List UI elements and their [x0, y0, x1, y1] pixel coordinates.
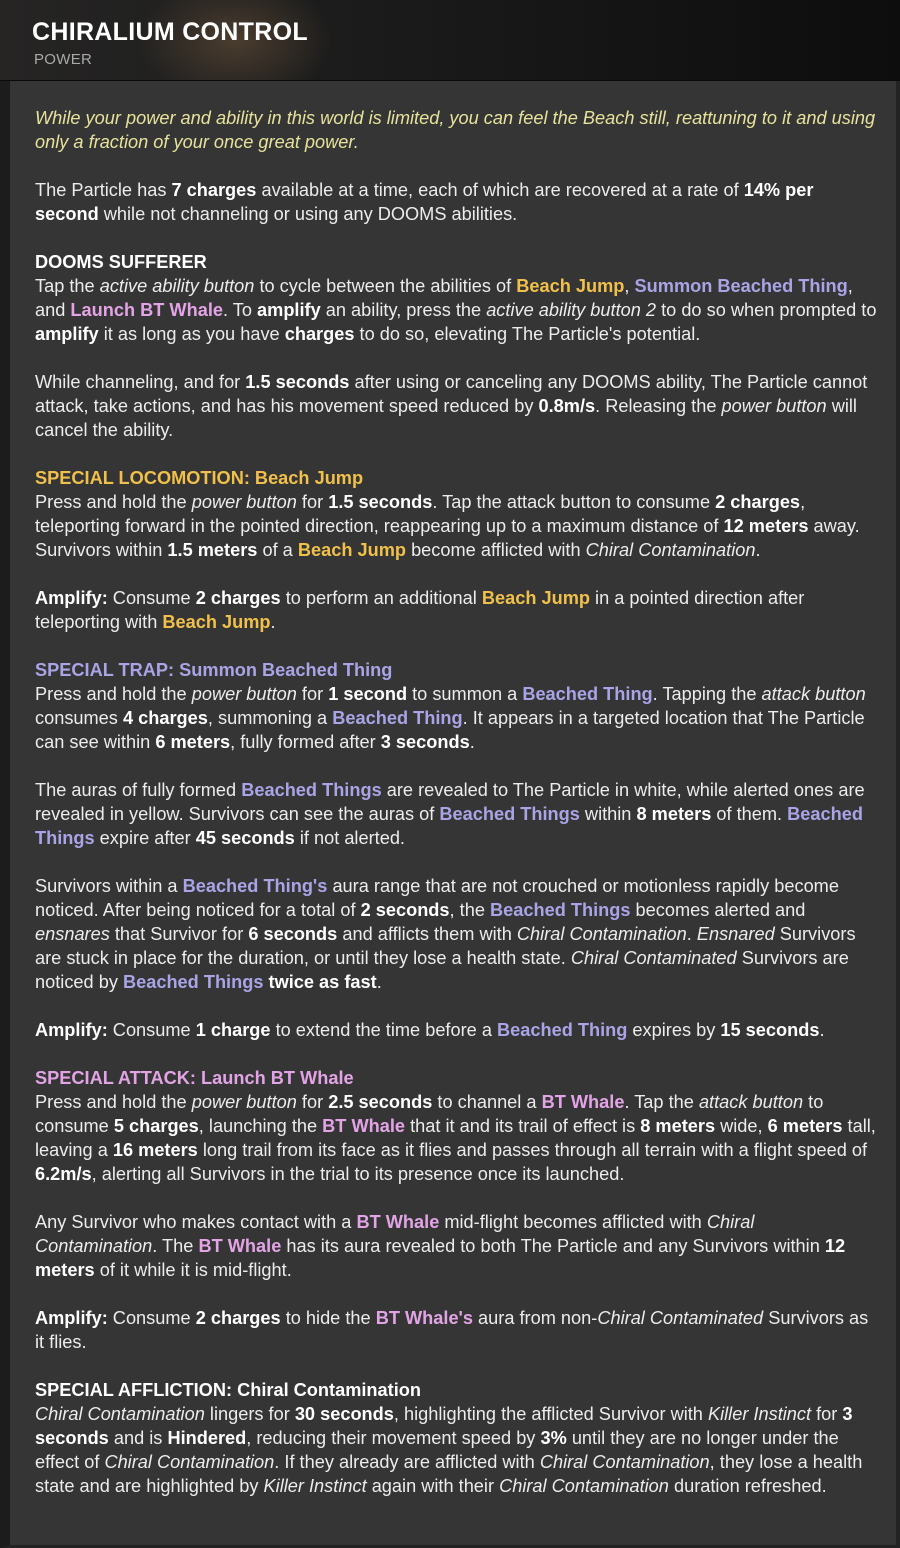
section-paragraph — [35, 1378, 880, 1498]
italic-term: attack button — [698, 1092, 804, 1112]
bold-term: 6.2m/s — [35, 1164, 92, 1184]
text-run: that Survivor for — [109, 924, 249, 944]
bold-term: 1.5 seconds — [245, 372, 350, 392]
text-run: Press and hold the — [35, 1092, 192, 1112]
text-run: long trail from its face as it flies and passes through all terrain with a flight speed of — [197, 1140, 868, 1160]
text-run: lingers for — [204, 1404, 295, 1424]
text-run: become afflicted with — [406, 540, 586, 560]
text-run: has its aura revealed to both The Particle and any Survivors within — [281, 1236, 825, 1256]
italic-term: Chiral Contamination — [35, 1212, 755, 1256]
text-run: Press and hold the — [35, 684, 192, 704]
intro-paragraph — [35, 106, 880, 154]
text-run: within — [579, 804, 637, 824]
text-run: of them. — [711, 804, 788, 824]
text-run: that it and its trail of effect is — [405, 1116, 641, 1136]
bold-term: amplify — [35, 324, 99, 344]
ability-term: BT Whale — [356, 1212, 440, 1232]
text-run: of a — [257, 540, 298, 560]
bold-term: 8 meters — [640, 1116, 716, 1136]
bold-term: 12 meters — [35, 1236, 846, 1280]
ability-term: BT Whale — [541, 1092, 625, 1112]
ability-term: Beached Things — [122, 972, 264, 992]
text-run: . — [270, 612, 276, 632]
text-run: Survivors are noticed by — [35, 948, 849, 992]
bold-term: Hindered — [167, 1428, 247, 1448]
text-run: while not channeling or using any DOOMS abilities. — [98, 204, 518, 224]
bold-term: 1 second — [328, 684, 408, 704]
text-run: to summon a — [407, 684, 523, 704]
ability-term: Beached Things — [241, 780, 382, 800]
ability-term: Launch BT Whale — [70, 300, 223, 320]
text-run: Survivors within a — [35, 876, 183, 896]
bold-term: 2 charges — [195, 588, 281, 608]
ability-term: Beached Things — [490, 900, 631, 920]
text-run: to do so, elevating The Particle's potential. — [354, 324, 701, 344]
text-run: and afflicts them with — [337, 924, 517, 944]
bold-term: 5 charges — [113, 1116, 199, 1136]
italic-term: Chiral Contamination — [499, 1476, 669, 1496]
italic-term: power button — [191, 684, 297, 704]
text-run: . — [819, 1020, 825, 1040]
text-run: for — [296, 1092, 329, 1112]
bold-term: 16 meters — [112, 1140, 198, 1160]
section-heading: SPECIAL ATTACK: Launch BT Whale — [35, 1068, 354, 1088]
text-run: , alerting all Survivors in the trial to its presence once its launched. — [91, 1164, 625, 1184]
ability-term: Beach Jump — [481, 588, 590, 608]
text-run: to extend the time before a — [270, 1020, 497, 1040]
text-run: consumes — [35, 708, 123, 728]
italic-term: Chiral Contamination — [35, 1404, 205, 1424]
italic-term: power button — [721, 396, 827, 416]
description-paragraph — [35, 370, 880, 442]
bold-term: 4 charges — [122, 708, 208, 728]
bold-term: 2 seconds — [360, 900, 450, 920]
text-run: , they lose a health state and are highlighted by — [35, 1452, 863, 1496]
text-run: Survivors are stuck in place for the duration, or until they lose a health state. — [35, 924, 856, 968]
bold-term: charges — [284, 324, 355, 344]
power-header — [0, 0, 900, 81]
text-run: . — [755, 540, 761, 560]
text-run: it as long as you have — [98, 324, 285, 344]
section-heading: SPECIAL LOCOMOTION: Beach Jump — [35, 468, 364, 488]
italic-term: Ensnared — [696, 924, 775, 944]
ability-term: Beach Jump — [297, 540, 407, 560]
text-run: will cancel the ability. — [35, 396, 857, 440]
italic-term: Chiral Contamination — [104, 1452, 275, 1472]
text-run: Press and hold the — [35, 492, 192, 512]
bold-term: 3% — [540, 1428, 567, 1448]
bold-term: 2 charges — [195, 1308, 281, 1328]
italic-term: Killer Instinct — [263, 1476, 367, 1496]
text-run: for — [296, 492, 329, 512]
italic-term: ensnares — [35, 924, 110, 944]
power-title: CHIRALIUM CONTROL — [32, 18, 308, 46]
text-run: . To — [222, 300, 258, 320]
description-paragraph — [35, 1210, 880, 1282]
text-run: , fully formed after — [230, 732, 381, 752]
text-run: away. Survivors within — [35, 516, 860, 560]
bold-term: 30 seconds — [294, 1404, 394, 1424]
text-run: to cycle between the abilities of — [254, 276, 517, 296]
text-run: Consume — [107, 588, 196, 608]
italic-term: active ability button — [99, 276, 255, 296]
text-run: wide, — [715, 1116, 768, 1136]
italic-term: active ability button 2 — [486, 300, 657, 320]
description-paragraph — [35, 874, 880, 994]
text-run: until they are no longer under the effect of — [35, 1428, 839, 1472]
text-run: The Particle has — [35, 180, 172, 200]
italic-term: Chiral Contamination — [585, 540, 756, 560]
italic-term: Chiral Contamination — [516, 924, 687, 944]
italic-term: Chiral Contamination — [539, 1452, 710, 1472]
ability-term: Beached Thing — [522, 684, 653, 704]
text-run: expires by — [627, 1020, 721, 1040]
text-run: Survivors as it flies. — [35, 1308, 869, 1352]
ability-term: Beached Thing — [497, 1020, 628, 1040]
italic-term: Chiral Contaminated — [570, 948, 737, 968]
bold-term: 12 meters — [723, 516, 809, 536]
bold-term: 14% per second — [35, 180, 814, 224]
text-run: . If they already are afflicted with — [274, 1452, 540, 1472]
text-run: , teleporting forward in the pointed direction, reappearing up to a maximum distance of — [35, 492, 806, 536]
ability-term: BT Whale — [198, 1236, 282, 1256]
text-run: . Releasing the — [595, 396, 722, 416]
description-paragraph — [35, 1018, 880, 1042]
ability-term: Beached Things — [35, 804, 863, 848]
bold-term: 7 charges — [171, 180, 257, 200]
bold-term: 3 seconds — [35, 1404, 853, 1448]
section-paragraph — [35, 658, 880, 754]
bold-term: 1 charge — [195, 1020, 271, 1040]
text-run: to perform an additional — [280, 588, 482, 608]
section-heading: SPECIAL TRAP: Summon Beached Thing — [35, 660, 393, 680]
text-run: , the — [449, 900, 490, 920]
text-run: available at a time, each of which are recovered at a rate of — [256, 180, 744, 200]
ability-term: BT Whale's — [375, 1308, 473, 1328]
text-run: are revealed to The Particle in white, while alerted ones are revealed in yellow. Survivors can see the auras of — [35, 780, 865, 824]
ability-term: Beached Thing's — [182, 876, 328, 896]
text-run: . Tap the — [624, 1092, 699, 1112]
bold-term: 1.5 meters — [167, 540, 258, 560]
bold-term: 0.8m/s — [538, 396, 596, 416]
text-run: . It appears in a targeted location that The Particle can see within — [35, 708, 865, 752]
ability-term: Beached Things — [439, 804, 580, 824]
bold-term: 8 meters — [636, 804, 712, 824]
text-run: to channel a — [432, 1092, 542, 1112]
text-run: for — [296, 684, 329, 704]
section-paragraph — [35, 250, 880, 346]
description-paragraph — [35, 178, 880, 226]
bold-term: Amplify: — [35, 1020, 108, 1040]
text-run: duration refreshed. — [668, 1476, 827, 1496]
bold-term: 15 seconds — [720, 1020, 820, 1040]
text-run: to consume — [35, 1092, 824, 1136]
text-run: While your power and ability in this world is limited, you can feel the Beach still, reattuning to it and using only a fraction of your once great power. — [35, 108, 876, 152]
section-heading: DOOMS SUFFERER — [35, 252, 207, 272]
italic-term: attack button — [761, 684, 866, 704]
text-run: an ability, press the — [320, 300, 487, 320]
text-run: While channeling, and for — [35, 372, 246, 392]
ability-term: Beached Thing — [332, 708, 463, 728]
bold-term: 3 seconds — [380, 732, 470, 752]
italic-term: power button — [191, 492, 297, 512]
text-run: becomes alerted and — [630, 900, 806, 920]
text-run: , summoning a — [207, 708, 333, 728]
section-paragraph — [35, 1066, 880, 1186]
text-run: , and — [35, 276, 853, 320]
text-run: if not alerted. — [294, 828, 405, 848]
bold-term: twice as fast — [268, 972, 377, 992]
text-run: , highlighting the afflicted Survivor with — [393, 1404, 708, 1424]
text-run: Consume — [107, 1020, 196, 1040]
text-run: . Tap the attack button to consume — [432, 492, 716, 512]
italic-term: Killer Instinct — [707, 1404, 812, 1424]
text-run: . Tapping the — [652, 684, 762, 704]
text-run: , launching the — [198, 1116, 323, 1136]
description-paragraph — [35, 778, 880, 850]
text-run: aura range that are not crouched or motionless rapidly become noticed. After being noticed for a total of — [35, 876, 839, 920]
text-run: after using or canceling any DOOMS ability, The Particle cannot attack, take actions, and has his movement speed reduced by — [35, 372, 868, 416]
bold-term: 2 charges — [715, 492, 801, 512]
bold-term: 1.5 seconds — [328, 492, 433, 512]
text-run: in a pointed direction after teleporting with — [35, 588, 805, 632]
bold-term: amplify — [257, 300, 321, 320]
text-run: for — [811, 1404, 843, 1424]
bold-term: 2.5 seconds — [328, 1092, 433, 1112]
text-run: to hide the — [280, 1308, 376, 1328]
ability-term: BT Whale — [322, 1116, 406, 1136]
text-run: expire after — [94, 828, 196, 848]
text-run: Tap the — [35, 276, 100, 296]
text-run: , reducing their movement speed by — [246, 1428, 541, 1448]
bold-term: 6 meters — [155, 732, 231, 752]
bold-term: 6 meters — [767, 1116, 843, 1136]
text-run: Consume — [107, 1308, 196, 1328]
description-paragraph — [35, 586, 880, 634]
section-paragraph — [35, 466, 880, 562]
italic-term: power button — [191, 1092, 297, 1112]
text-run: . — [686, 924, 697, 944]
section-heading: SPECIAL AFFLICTION: Chiral Contamination — [35, 1380, 421, 1400]
ability-term: Summon Beached Thing — [634, 276, 848, 296]
text-run: . — [376, 972, 382, 992]
text-run: and is — [108, 1428, 168, 1448]
text-run: , — [624, 276, 635, 296]
description-paragraph — [35, 1306, 880, 1354]
text-run: aura from non- — [473, 1308, 598, 1328]
bold-term: Amplify: — [35, 1308, 108, 1328]
text-run: again with their — [366, 1476, 500, 1496]
text-run: to do so when prompted to — [656, 300, 877, 320]
power-subtitle: POWER — [34, 51, 93, 68]
bold-term: Amplify: — [35, 588, 108, 608]
power-description — [35, 106, 880, 1522]
text-run: . The — [152, 1236, 199, 1256]
text-run: . — [469, 732, 475, 752]
text-run: of it while it is mid-flight. — [94, 1260, 292, 1280]
bold-term: 45 seconds — [195, 828, 295, 848]
text-run: The auras of fully formed — [35, 780, 242, 800]
text-run: mid-flight becomes afflicted with — [439, 1212, 707, 1232]
text-run: tall, leaving a — [35, 1116, 876, 1160]
text-run: Any Survivor who makes contact with a — [35, 1212, 357, 1232]
bold-term: 6 seconds — [248, 924, 338, 944]
ability-term: Beach Jump — [516, 276, 625, 296]
italic-term: Chiral Contaminated — [597, 1308, 764, 1328]
ability-term: Beach Jump — [162, 612, 271, 632]
